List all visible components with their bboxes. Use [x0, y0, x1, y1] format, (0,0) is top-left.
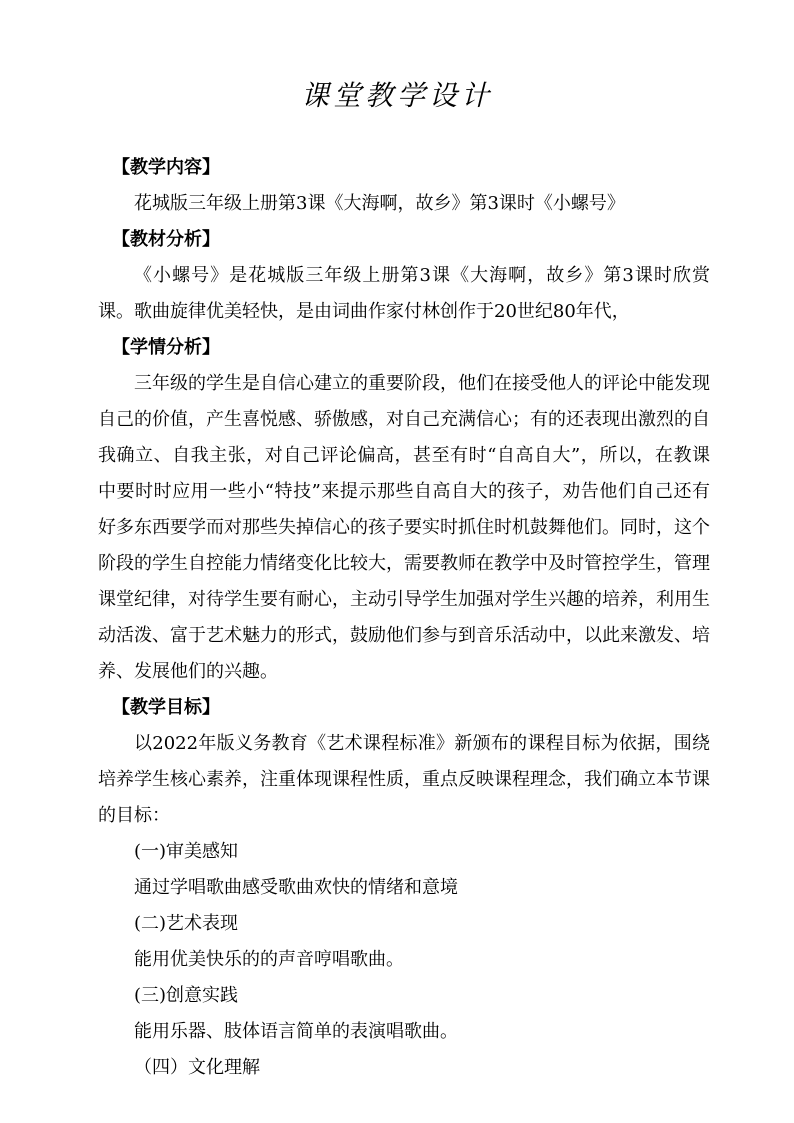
goal-label-aesthetic: (一)审美感知: [134, 841, 239, 862]
document-body: [98, 150, 710, 1086]
goal-label-culture: （四）文化理解: [134, 1057, 260, 1078]
material-paragraph: 《小螺号》是花城版三年级上册第3课《大海啊，故乡》第3课时欣赏课。歌曲旋律优美轻快，是由词曲作家付林创作于20世纪80年代，: [98, 265, 710, 322]
section-heading-material: 【教材分析】: [112, 229, 220, 250]
students-paragraph: 三年级的学生是自信心建立的重要阶段，他们在接受他人的评论中能发现自己的价值，产生喜悦感、骄傲感，对自己充满信心；有的还表现出激烈的自我确立、自我主张，对自己评论偏高，甚至有时“自高自大”，所以，在教课中要时时应用一些小“特技”来提示那些自高自大的孩子，劝告他们自己还有好多东西要学而对那些失掉信心的孩子要实时抓住时机鼓舞他们。同时，这个阶段的学生自控能力情绪变化比较大，需要教师在教学中及时管控学生，管理课堂纪律，对待学生要有耐心，主动引导学生加强对学生兴趣的培养，利用生动活泼、富于艺术魅力的形式，鼓励他们参与到音乐活动中，以此来激发、培养、发展他们的兴趣。: [98, 373, 710, 682]
section-heading-students: 【学情分析】: [112, 337, 220, 358]
section-heading-goals: 【教学目标】: [112, 697, 220, 718]
goal-label-creative: (三)创意实践: [134, 985, 239, 1006]
goal-text-aesthetic: 通过学唱歌曲感受歌曲欢快的情绪和意境: [134, 877, 458, 898]
content-text: 花城版三年级上册第3课《大海啊，故乡》第3课时《小螺号》: [134, 193, 625, 214]
goal-label-expression: (二)艺术表现: [134, 913, 239, 934]
page-title: 课堂教学设计: [300, 79, 493, 112]
goal-text-creative: 能用乐器、肢体语言简单的表演唱歌曲。: [134, 1021, 458, 1042]
goal-text-expression: 能用优美快乐的的声音哼唱歌曲。: [134, 949, 404, 970]
section-heading-content: 【教学内容】: [112, 157, 220, 178]
goals-paragraph: 以2022年版义务教育《艺术课程标准》新颁布的课程目标为依据，围绕培养学生核心素养，注重体现课程性质，重点反映课程理念，我们确立本节课的目标：: [98, 733, 710, 826]
